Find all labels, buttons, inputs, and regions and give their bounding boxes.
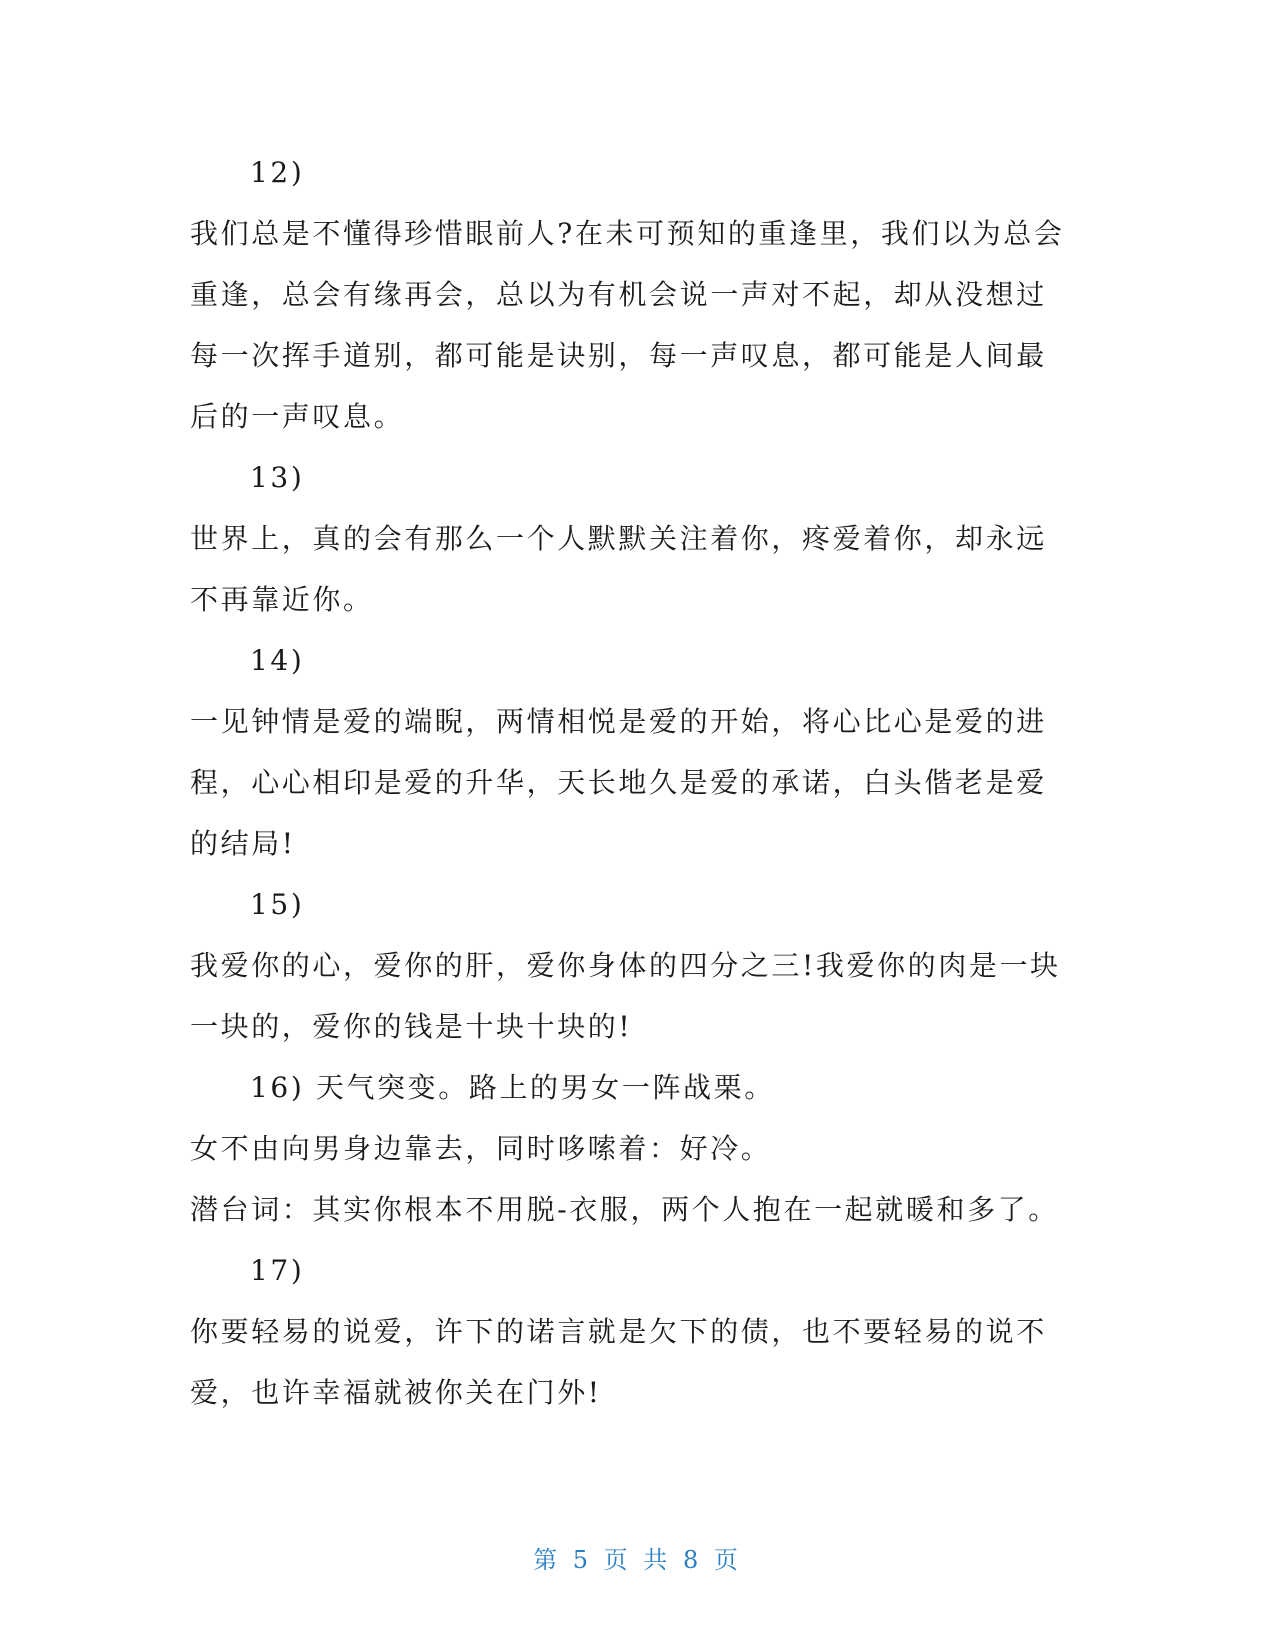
text-line-p14-num: 14) — [250, 644, 305, 677]
text-line-p17-l2: 爱，也许幸福就被你关在门外! — [190, 1376, 602, 1409]
text-line-p12-l1: 我们总是不懂得珍惜眼前人?在未可预知的重逢里，我们以为总会 — [190, 217, 1065, 250]
text-line-p14-l3: 的结局! — [190, 827, 296, 860]
text-line-p13-l1: 世界上，真的会有那么一个人默默关注着你，疼爱着你，却永远 — [190, 522, 1047, 555]
text-line-p15-num: 15) — [250, 888, 305, 921]
text-line-p12-num: 12) — [250, 156, 305, 189]
text-line-p12-l4: 后的一声叹息。 — [190, 400, 405, 433]
text-line-p14-l1: 一见钟情是爱的端睨，两情相悦是爱的开始，将心比心是爱的进 — [190, 705, 1047, 738]
text-line-p16-l3: 潜台词：其实你根本不用脱-衣服，两个人抱在一起就暖和多了。 — [190, 1193, 1059, 1226]
text-line-p15-l1: 我爱你的心，爱你的肝，爱你身体的四分之三!我爱你的肉是一块 — [190, 949, 1061, 982]
text-line-p16-l2: 女不由向男身边靠去，同时哆嗦着：好冷。 — [190, 1132, 772, 1165]
text-line-p17-num: 17) — [250, 1254, 305, 1287]
text-line-p12-l3: 每一次挥手道别，都可能是诀别，每一声叹息，都可能是人间最 — [190, 339, 1047, 372]
text-line-p17-l1: 你要轻易的说爱，许下的诺言就是欠下的债，也不要轻易的说不 — [190, 1315, 1047, 1348]
page-number-footer: 第 5 页 共 8 页 — [533, 1546, 742, 1574]
text-line-p13-num: 13) — [250, 461, 305, 494]
text-line-p13-l2: 不再靠近你。 — [190, 583, 374, 616]
text-line-p16-l1: 16) 天气突变。路上的男女一阵战栗。 — [250, 1071, 775, 1104]
text-line-p14-l2: 程，心心相印是爱的升华，天长地久是爱的承诺，白头偕老是爱 — [190, 766, 1047, 799]
text-line-p15-l2: 一块的，爱你的钱是十块十块的! — [190, 1010, 633, 1043]
text-line-p12-l2: 重逢，总会有缘再会，总以为有机会说一声对不起，却从没想过 — [190, 278, 1047, 311]
document-body — [190, 142, 1090, 1423]
